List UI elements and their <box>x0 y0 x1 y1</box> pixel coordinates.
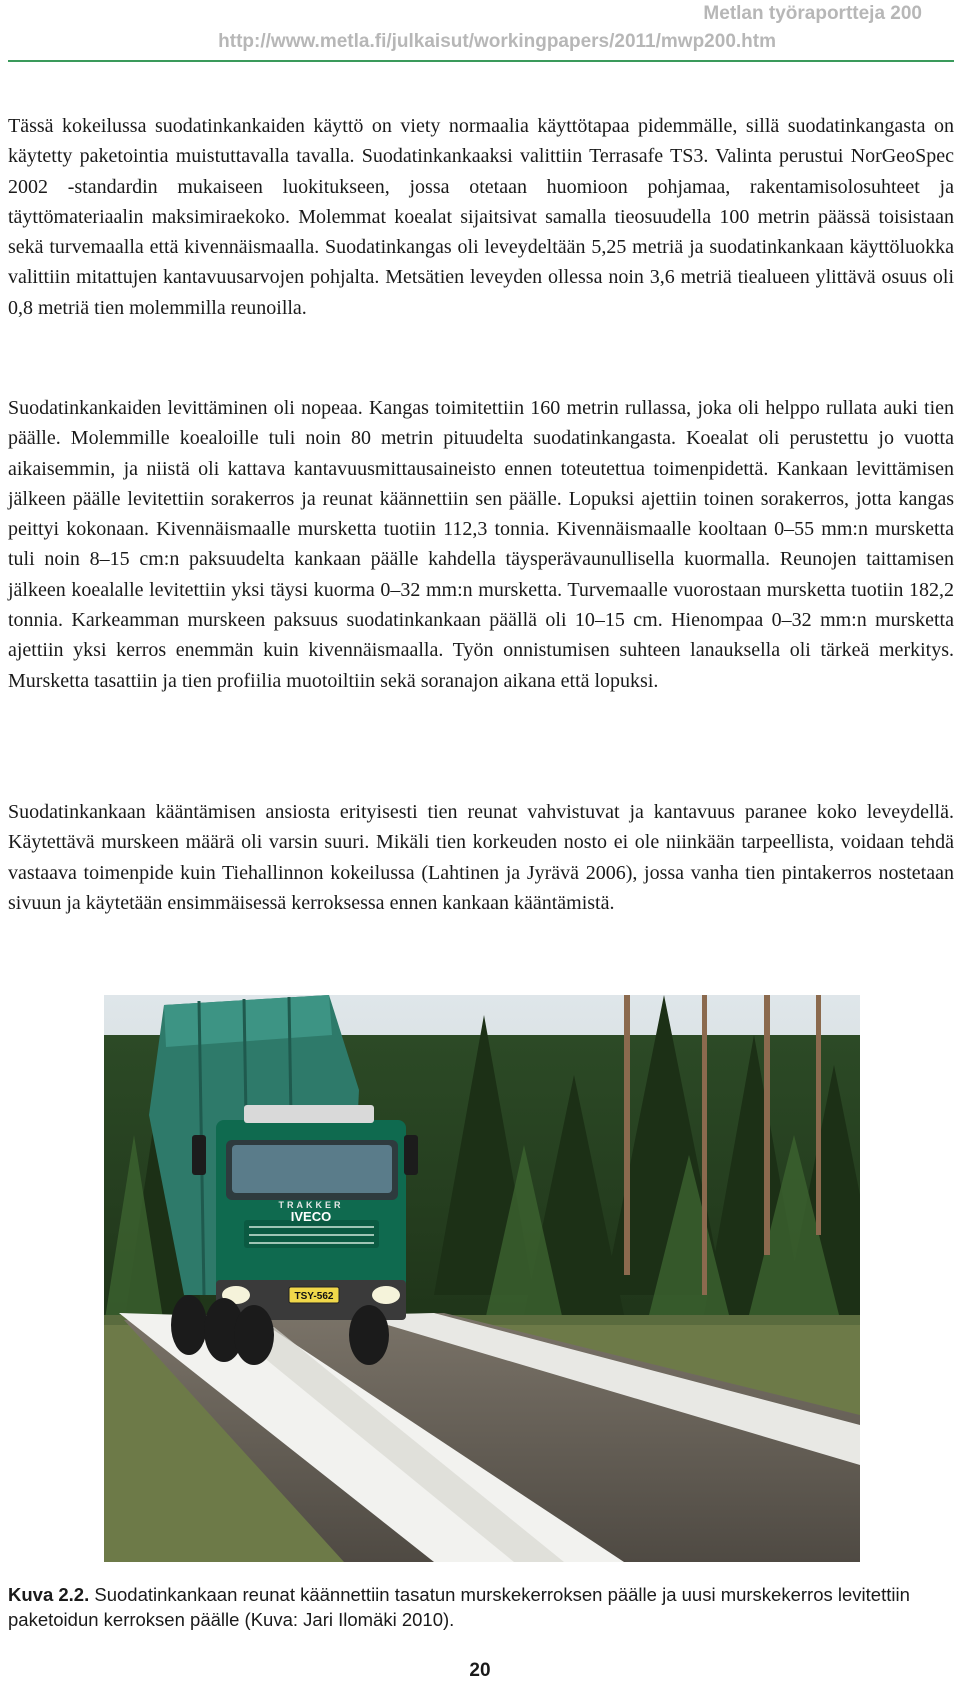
caption-text: Suodatinkankaan reunat käännettiin tasatun murskekerroksen päälle ja uusi murskekerros levitettiin paketoidun kerroksen päälle (Kuva: Jari Ilomäki 2010). <box>8 1584 910 1630</box>
page-number: 20 <box>469 1660 491 1681</box>
publication-url[interactable]: http://www.metla.fi/julkaisut/workingpapers/2011/mwp200.htm <box>218 31 776 52</box>
truck-on-road-photo <box>104 995 860 1562</box>
paragraph-2: Suodatinkankaiden levittäminen oli nopeaa. Kangas toimitettiin 160 metrin rullassa, joka oli helppo rullata auki tien päälle. Molemmille koealoille tuli noin 80 metrin pituudelta suodatinkangasta. Koealat oli perustettu jo vuotta aikaisemmin, ja niistä oli kattava kantavuusmittausaineisto ennen toteutettua toimenpidettä. Kankaan levittämisen jälkeen päälle levitettiin sorakerros ja reunat käännettiin sen päälle. Lopuksi ajettiin toinen sorakerros, jotta kangas peittyi kokonaan. Kivennäismaalle mursketta tuotiin 112,3 tonnia. Kivennäismaalle kooltaan 0–55 mm:n mursketta tuli noin 8–15 cm:n paksuudelta kankaan päälle kahdella täysperävaunullisella kuormalla. Reunojen taittamisen jälkeen koealalle levitettiin yksi täysi kuorma 0–32 mm:n mursketta. Turvemaalle vuorostaan mursketta tuotiin 182,2 tonnia. Karkeamman murskeen paksuus suodatinkankaan päällä oli 10–15 cm. Hienompaa 0–32 mm:n mursketta ajettiin yksi kerros enemmän kuin kivennäismaalla. Työn onnistumisen suhteen lanauksella oli tärkeä merkitys. Mursketta tasattiin ja tien profiilia muotoiltiin sekä soranajon aikana että lopuksi. <box>8 397 954 692</box>
page-header <box>0 0 960 66</box>
figure-photo <box>104 995 860 1562</box>
truck-make-text: IVECO <box>290 1209 332 1224</box>
truck-brand-text: TRAKKER <box>278 1200 344 1210</box>
paragraph-3: Suodatinkankaan kääntämisen ansiosta erityisesti tien reunat vahvistuvat ja kantavuus paranee koko leveydellä. Käytettävä murskeen määrä oli varsin suuri. Mikäli tien korkeuden nosto ei ole niinkään tarpeellista, voidaan tehdä vastaava toimenpide kuin Tiehallinnon kokeilussa (Lahtinen ja Jyrävä 2006), jossa vanha tien pintakerros nostetaan sivuun ja käytetään ensimmäisessä kerroksessa ennen kankaan kääntämistä. <box>8 801 954 914</box>
plate-text: TSY-562 <box>294 1291 334 1302</box>
caption-label: Kuva 2.2. <box>8 1584 90 1605</box>
figure-caption <box>8 1582 954 1632</box>
series-title: Metlan työraportteja 200 <box>703 3 922 24</box>
header-rule <box>8 60 954 62</box>
paragraph-1: Tässä kokeilussa suodatinkankaiden käyttö on viety normaalia käyttötapaa pidemmälle, sillä suodatinkangasta on käytetty paketointia muistuttavalla tavalla. Suodatinkankaaksi valittiin Terrasafe TS3. Valinta perustui NorGeoSpec 2002 -standardin mukaiseen luokitukseen, jossa otetaan huomioon pohjamaa, rakentamisolosuhteet ja täyttömateriaalin maksimiraekoko. Molemmat koealat sijaitsivat samalla tieosuudella 100 metrin päässä toisistaan sekä turvemaalla että kivennäismaalla. Suodatinkangas oli leveydeltään 5,25 metriä ja suodatinkankaan käyttöluokka valittiin mitattujen kantavuusarvojen pohjalta. Metsätien leveyden ollessa noin 3,6 metriä tiealueen ylittävä osuus oli 0,8 metriä tien molemmilla reunoilla. <box>8 115 954 319</box>
